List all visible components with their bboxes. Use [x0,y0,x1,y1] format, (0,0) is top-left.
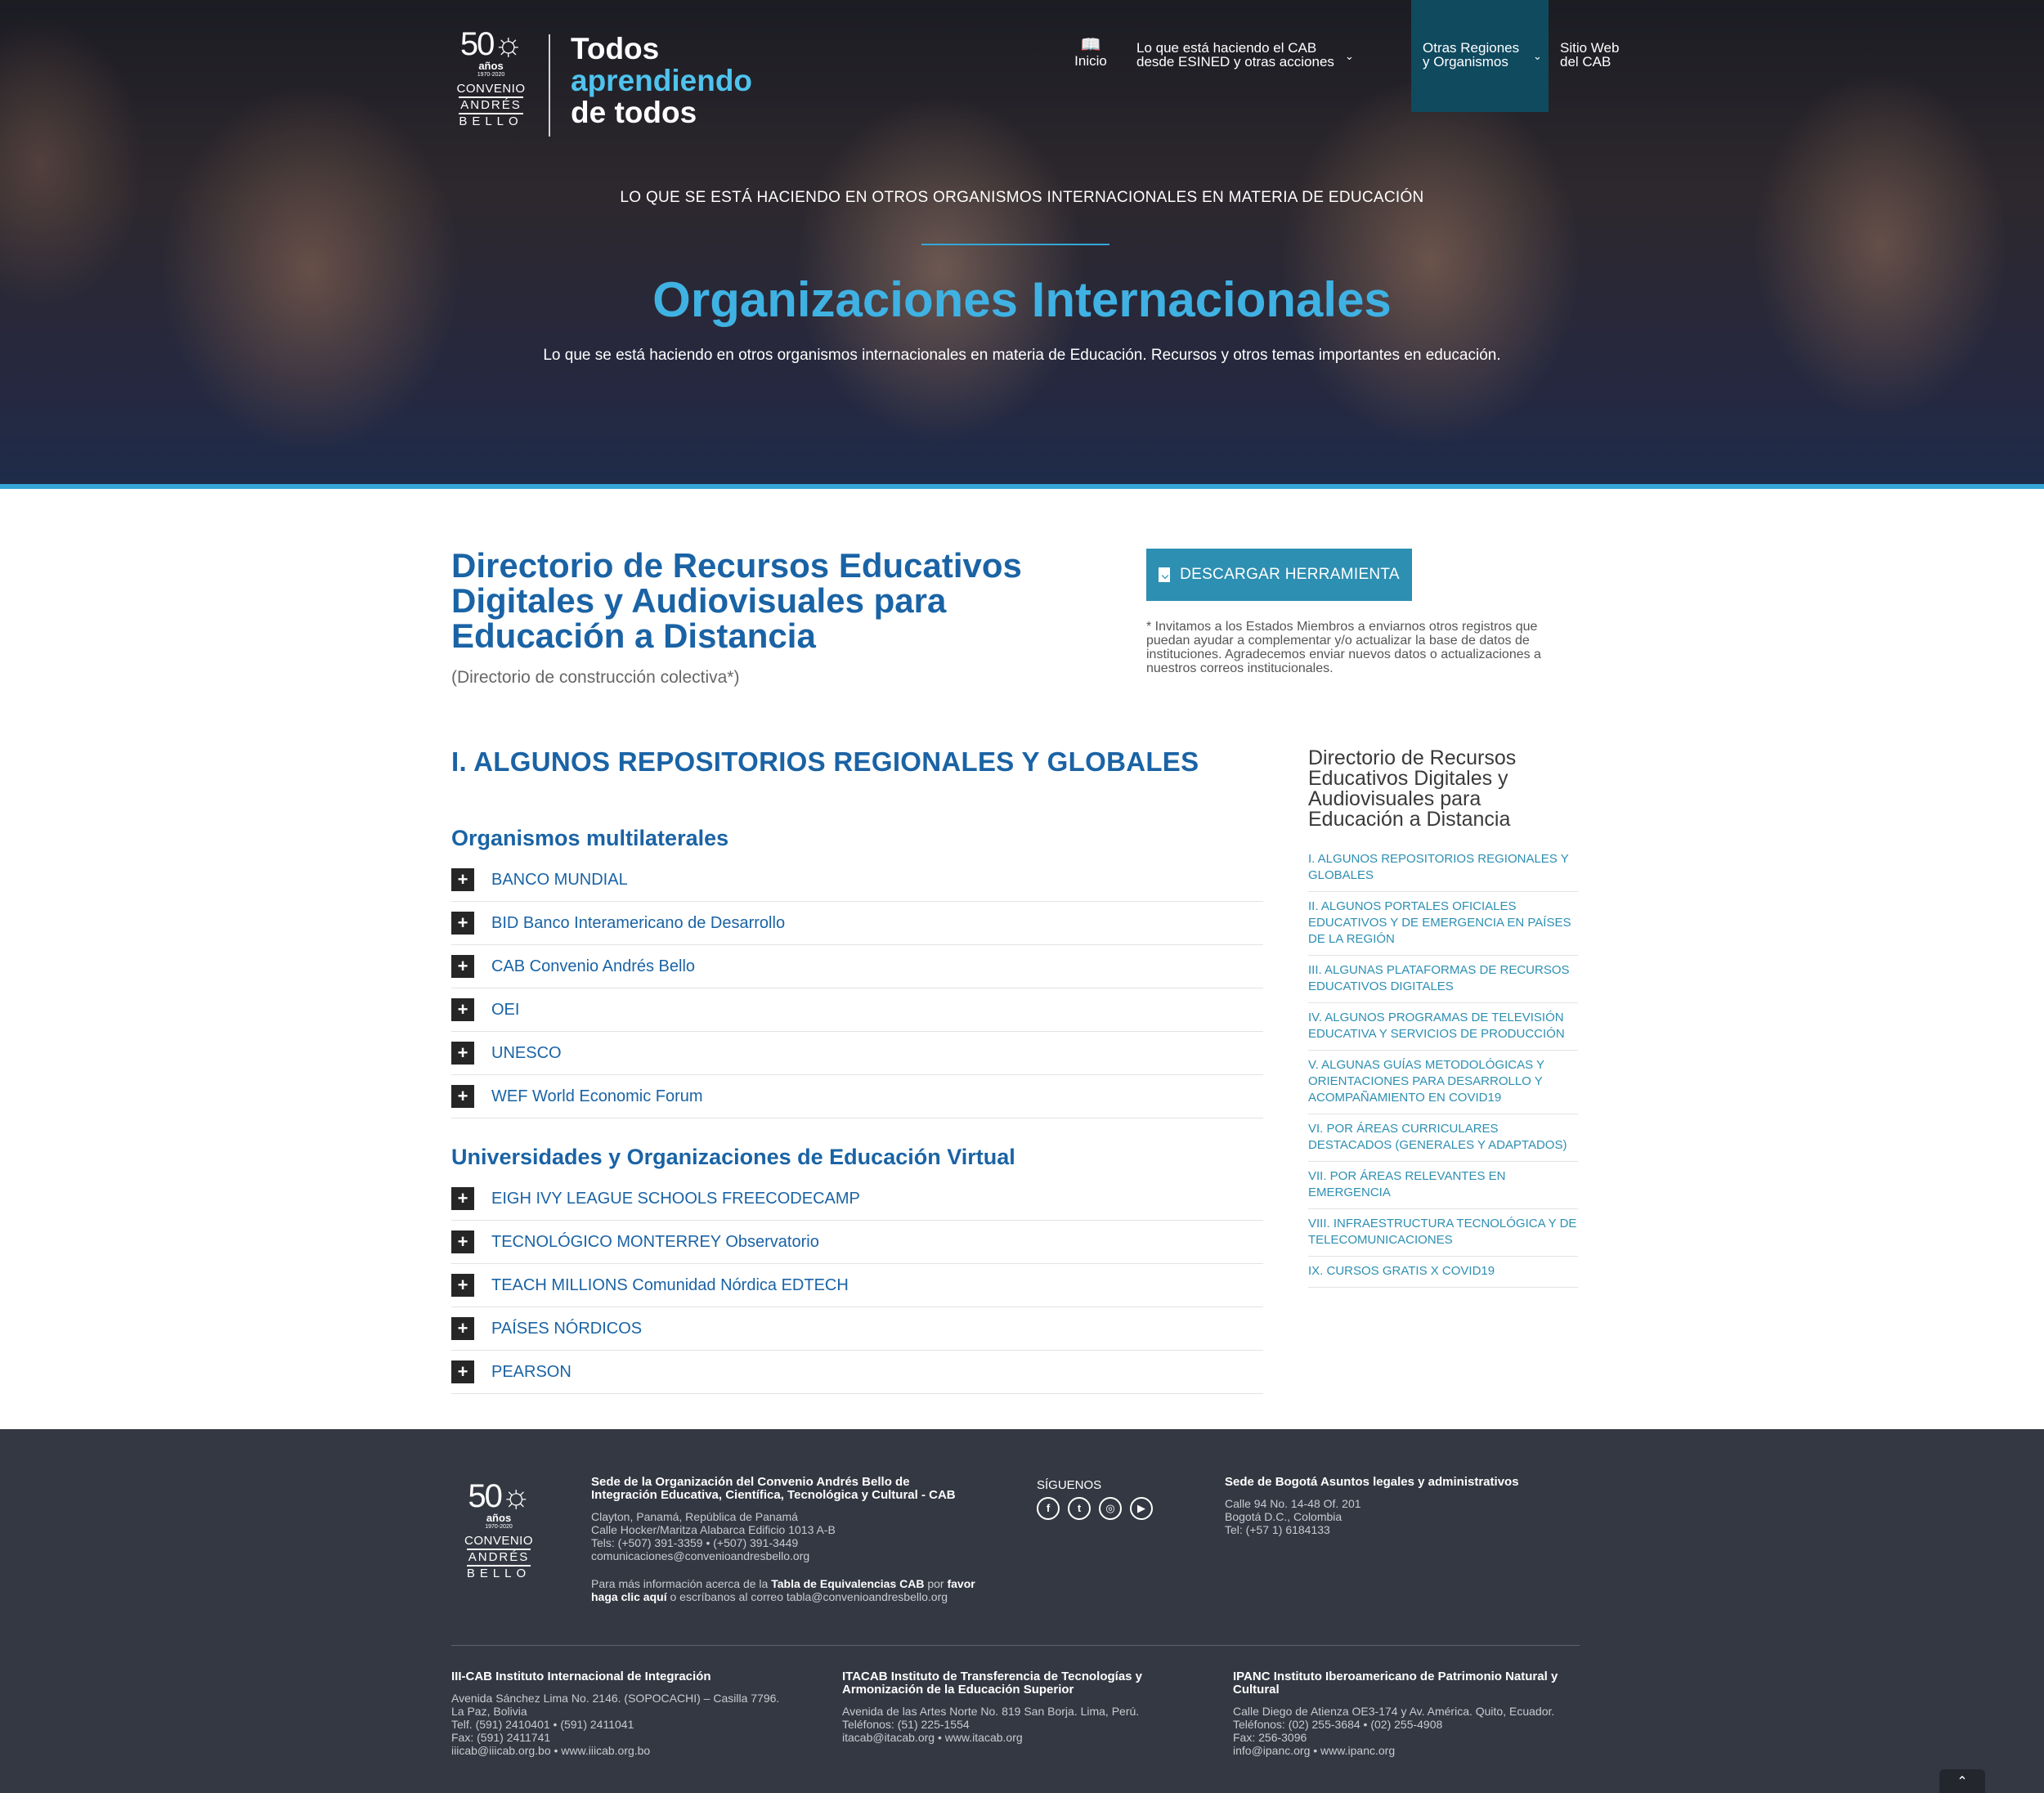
nav-home-label: Inicio [1074,53,1107,69]
footer-bogota-title: Sede de Bogotá Asuntos legales y administrativos [1225,1475,1519,1489]
logo-anos: años [478,60,504,72]
institute-line: Fax: (591) 2411741 [451,1731,551,1744]
accordion-item[interactable] [451,1032,1263,1075]
nav-cab-actions-label: Lo que está haciendo el CAB desde ESINED y otras acciones [1136,40,1334,69]
footer-social-title: SÍGUENOS [1037,1478,1102,1492]
social-icons [1037,1497,1184,1520]
tagline-line-3: de todos [571,96,697,129]
accordion-label: OEI [491,1000,520,1019]
sidebar-link[interactable]: VII. POR ÁREAS RELEVANTES EN EMERGENCIA [1308,1162,1578,1209]
sidebar-toc [1308,748,1578,1288]
nav-item-other-regions[interactable] [1411,0,1549,112]
note-table-link[interactable]: Tabla de Equivalencias CAB [771,1577,925,1590]
plus-icon: + [451,998,474,1021]
institute-line: Calle Diego de Atienza OE3-174 y Av. América. Quito, Ecuador. [1233,1705,1555,1718]
institute-line: Teléfonos: (51) 225-1554 [842,1718,970,1731]
main-nav [1063,0,1638,112]
sun-emblem-icon: 50☼ [459,26,522,62]
institute-contact[interactable]: itacab@itacab.org • www.itacab.org [842,1731,1023,1744]
footer-institute-iiicab [451,1670,811,1757]
nav-item-cab-website[interactable] [1549,0,1638,112]
reading-book-icon: 📖 [1080,36,1101,54]
institute-contact[interactable]: iiicab@iiicab.org.bo • www.iiicab.org.bo [451,1744,651,1757]
footer-hq-line: Clayton, Panamá, República de Panamá [591,1510,798,1523]
back-to-top-button[interactable] [1939,1769,1985,1793]
plus-icon: + [451,1042,474,1065]
accordion-label: BANCO MUNDIAL [491,870,628,889]
footer-logo[interactable] [458,1480,540,1581]
accordion-label: EIGH IVY LEAGUE SCHOOLS FREECODECAMP [491,1189,860,1208]
accordion-universities [451,1177,1263,1394]
hero-divider [921,244,1109,245]
footer-hq [591,1476,975,1603]
plus-icon: + [451,912,474,935]
plus-icon: + [451,1317,474,1340]
download-tool-button[interactable] [1146,549,1412,601]
footer-bogota-line: Calle 94 No. 14-48 Of. 201 [1225,1497,1361,1510]
chevron-down-icon: ⌄ [1533,50,1542,62]
page-title: Organizaciones Internacionales [652,272,1392,327]
group-title-universities: Universidades y Organizaciones de Educación Virtual [451,1145,1015,1169]
plus-icon: + [451,1187,474,1210]
nav-cab-website-label: Sitio Web del CAB [1560,40,1620,69]
sidebar-link[interactable]: IX. CURSOS GRATIS X COVID19 [1308,1257,1578,1288]
hero-subtitle: Lo que se está haciendo en otros organismos internacionales en materia de Educación. Recursos y otros temas importantes en educación. [543,347,1501,364]
nav-item-home[interactable] [1063,0,1118,112]
accordion-item[interactable] [451,988,1263,1032]
footer-logo-bello: BELLO [466,1567,531,1580]
accordion-label: TECNOLÓGICO MONTERREY Observatorio [491,1232,819,1251]
nav-item-cab-actions[interactable] [1118,0,1411,112]
institute-line: Avenida Sánchez Lima No. 2146. (SOPOCACHI) – Casilla 7796. [451,1692,780,1705]
institute-title: IPANC Instituto Iberoamericano de Patrimonio Natural y Cultural [1233,1670,1558,1697]
accordion-item[interactable] [451,902,1263,945]
footer-logo-anos: años [486,1512,512,1524]
accordion-label: TEACH MILLIONS Comunidad Nórdica EDTECH [491,1275,849,1294]
logo-bello: BELLO [459,114,523,128]
institute-title: ITACAB Instituto de Transferencia de Tecnologías y Armonización de la Educación Superior [842,1670,1143,1697]
directory-heading: Directorio de Recursos Educativos Digitales y Audiovisuales para Educación a Distancia [451,546,1022,655]
plus-icon: + [451,1274,474,1297]
footer-logo-convenio: CONVENIO [464,1534,533,1548]
plus-icon: + [451,955,474,978]
download-note: * Invitamos a los Estados Miembros a enviarnos otros registros que puedan ayudar a complementar y/o actualizar la base de datos de instituciones. Agradecemos enviar nuevos datos o actualizaciones a nuestros correos institucionales. [1146,620,1541,675]
accordion-item[interactable] [451,1351,1263,1394]
footer-divider [451,1645,1580,1646]
institute-title: III-CAB Instituto Internacional de Integración [451,1670,711,1683]
plus-icon: + [451,868,474,891]
accordion-item[interactable] [451,858,1263,902]
section-title: I. ALGUNOS REPOSITORIOS REGIONALES Y GLOBALES [451,746,1199,777]
institute-line: La Paz, Bolivia [451,1705,527,1718]
chevron-down-icon: ⌄ [1345,50,1354,62]
footer-logo-years: 1970-2020 [485,1524,513,1530]
hero-banner [0,0,2044,489]
directory-subheading: (Directorio de construcción colectiva*) [451,668,740,687]
sidebar-link[interactable]: VIII. INFRAESTRUCTURA TECNOLÓGICA Y DE TELECOMUNICACIONES [1308,1209,1578,1257]
footer-equivalencias-note [591,1577,975,1603]
accordion-label: PAÍSES NÓRDICOS [491,1319,643,1338]
chevron-up-icon: ⌃ [1957,1775,1968,1789]
footer-social [1037,1479,1184,1520]
instagram-icon[interactable]: ◎ [1099,1497,1122,1520]
sidebar-link[interactable]: VI. POR ÁREAS CURRICULARES DESTACADOS (GENERALES Y ADAPTADOS) [1308,1114,1578,1162]
accordion-item[interactable] [451,1264,1263,1307]
footer-hq-email[interactable]: comunicaciones@convenioandresbello.org [591,1549,810,1562]
footer-bogota-line: Bogotá D.C., Colombia [1225,1510,1342,1523]
facebook-icon[interactable]: f [1037,1497,1060,1520]
note-text: Para más información acerca de la [591,1577,772,1590]
accordion-multilateral [451,858,1263,1118]
accordion-item[interactable] [451,1307,1263,1351]
twitter-icon[interactable]: t [1068,1497,1091,1520]
hero-kicker: LO QUE SE ESTÁ HACIENDO EN OTROS ORGANISMOS INTERNACIONALES EN MATERIA DE EDUCACIÓN [620,189,1424,206]
note-text: o escríbanos al correo tabla@convenioandresbello.org [666,1590,948,1603]
footer-institute-ipanc [1233,1670,1585,1757]
footer-hq-line: Tels: (+507) 391-3359 • (+507) 391-3449 [591,1536,799,1549]
note-text: por [924,1577,948,1590]
accordion-label: PEARSON [491,1362,572,1381]
sidebar-link[interactable]: IV. ALGUNOS PROGRAMAS DE TELEVISIÓN EDUCATIVA Y SERVICIOS DE PRODUCCIÓN [1308,1003,1578,1051]
accordion-label: UNESCO [491,1043,562,1062]
sidebar-link[interactable]: II. ALGUNOS PORTALES OFICIALES EDUCATIVOS Y DE EMERGENCIA EN PAÍSES DE LA REGIÓN [1308,892,1578,956]
hero-accent-bar [0,484,2044,489]
accordion-item[interactable] [451,1177,1263,1221]
logo-andres: ANDRÉS [459,96,523,114]
site-logo[interactable] [452,28,796,138]
footer-hq-title: Sede de la Organización del Convenio Andrés Bello de Integración Educativa, Científica, Tecnológica y Cultural - CAB [591,1475,956,1502]
file-download-icon [1159,567,1170,582]
youtube-icon[interactable]: ▶ [1130,1497,1153,1520]
nav-other-regions-label: Otras Regiones y Organismos [1423,40,1520,69]
logo-divider [549,34,550,137]
footer-logo-andres: ANDRÉS [467,1549,531,1567]
institute-line: Telf. (591) 2410401 • (591) 2411041 [451,1718,634,1731]
logo-convenio: CONVENIO [456,82,526,96]
logo-years: 1970-2020 [477,72,505,78]
sidebar-link[interactable]: III. ALGUNAS PLATAFORMAS DE RECURSOS EDUCATIVOS DIGITALES [1308,956,1578,1003]
accordion-item[interactable] [451,1075,1263,1118]
footer-bogota [1225,1476,1568,1536]
institute-line: Fax: 256-3096 [1233,1731,1307,1744]
accordion-item[interactable] [451,945,1263,988]
sun-emblem-icon: 50☼ [468,1478,530,1514]
cab-logo-mark [452,28,530,134]
footer-hq-line: Calle Hocker/Maritza Alabarca Edificio 1013 A-B [591,1523,836,1536]
institute-line: Avenida de las Artes Norte No. 819 San Borja. Lima, Perú. [842,1705,1140,1718]
sidebar-link[interactable]: V. ALGUNAS GUÍAS METODOLÓGICAS Y ORIENTACIONES PARA DESARROLLO Y ACOMPAÑAMIENTO EN COVID19 [1308,1051,1578,1114]
tagline-line-1: Todos [571,32,660,65]
download-button-label: DESCARGAR HERRAMIENTA [1180,566,1400,583]
plus-icon: + [451,1230,474,1253]
note-click-here-link[interactable]: favor haga clic aquí [591,1577,975,1603]
plus-icon: + [451,1360,474,1383]
sidebar-link[interactable]: I. ALGUNOS REPOSITORIOS REGIONALES Y GLOBALES [1308,851,1578,892]
institute-line: Teléfonos: (02) 255-3684 • (02) 255-4908 [1233,1718,1443,1731]
accordion-label: BID Banco Interamericano de Desarrollo [491,913,786,932]
group-title-multilateral: Organismos multilaterales [451,826,729,850]
accordion-label: CAB Convenio Andrés Bello [491,957,696,975]
sidebar-title: Directorio de Recursos Educativos Digitales y Audiovisuales para Educación a Distancia [1308,746,1517,831]
footer-bogota-line: Tel: (+57 1) 6184133 [1225,1523,1330,1536]
institute-contact[interactable]: info@ipanc.org • www.ipanc.org [1233,1744,1396,1757]
accordion-label: WEF World Economic Forum [491,1087,703,1105]
site-footer [0,1429,2044,1793]
accordion-item[interactable] [451,1221,1263,1264]
footer-institute-itacab [842,1670,1202,1744]
tagline-line-2: aprendiendo [571,64,753,97]
logo-tagline [571,33,752,128]
plus-icon: + [451,1085,474,1108]
